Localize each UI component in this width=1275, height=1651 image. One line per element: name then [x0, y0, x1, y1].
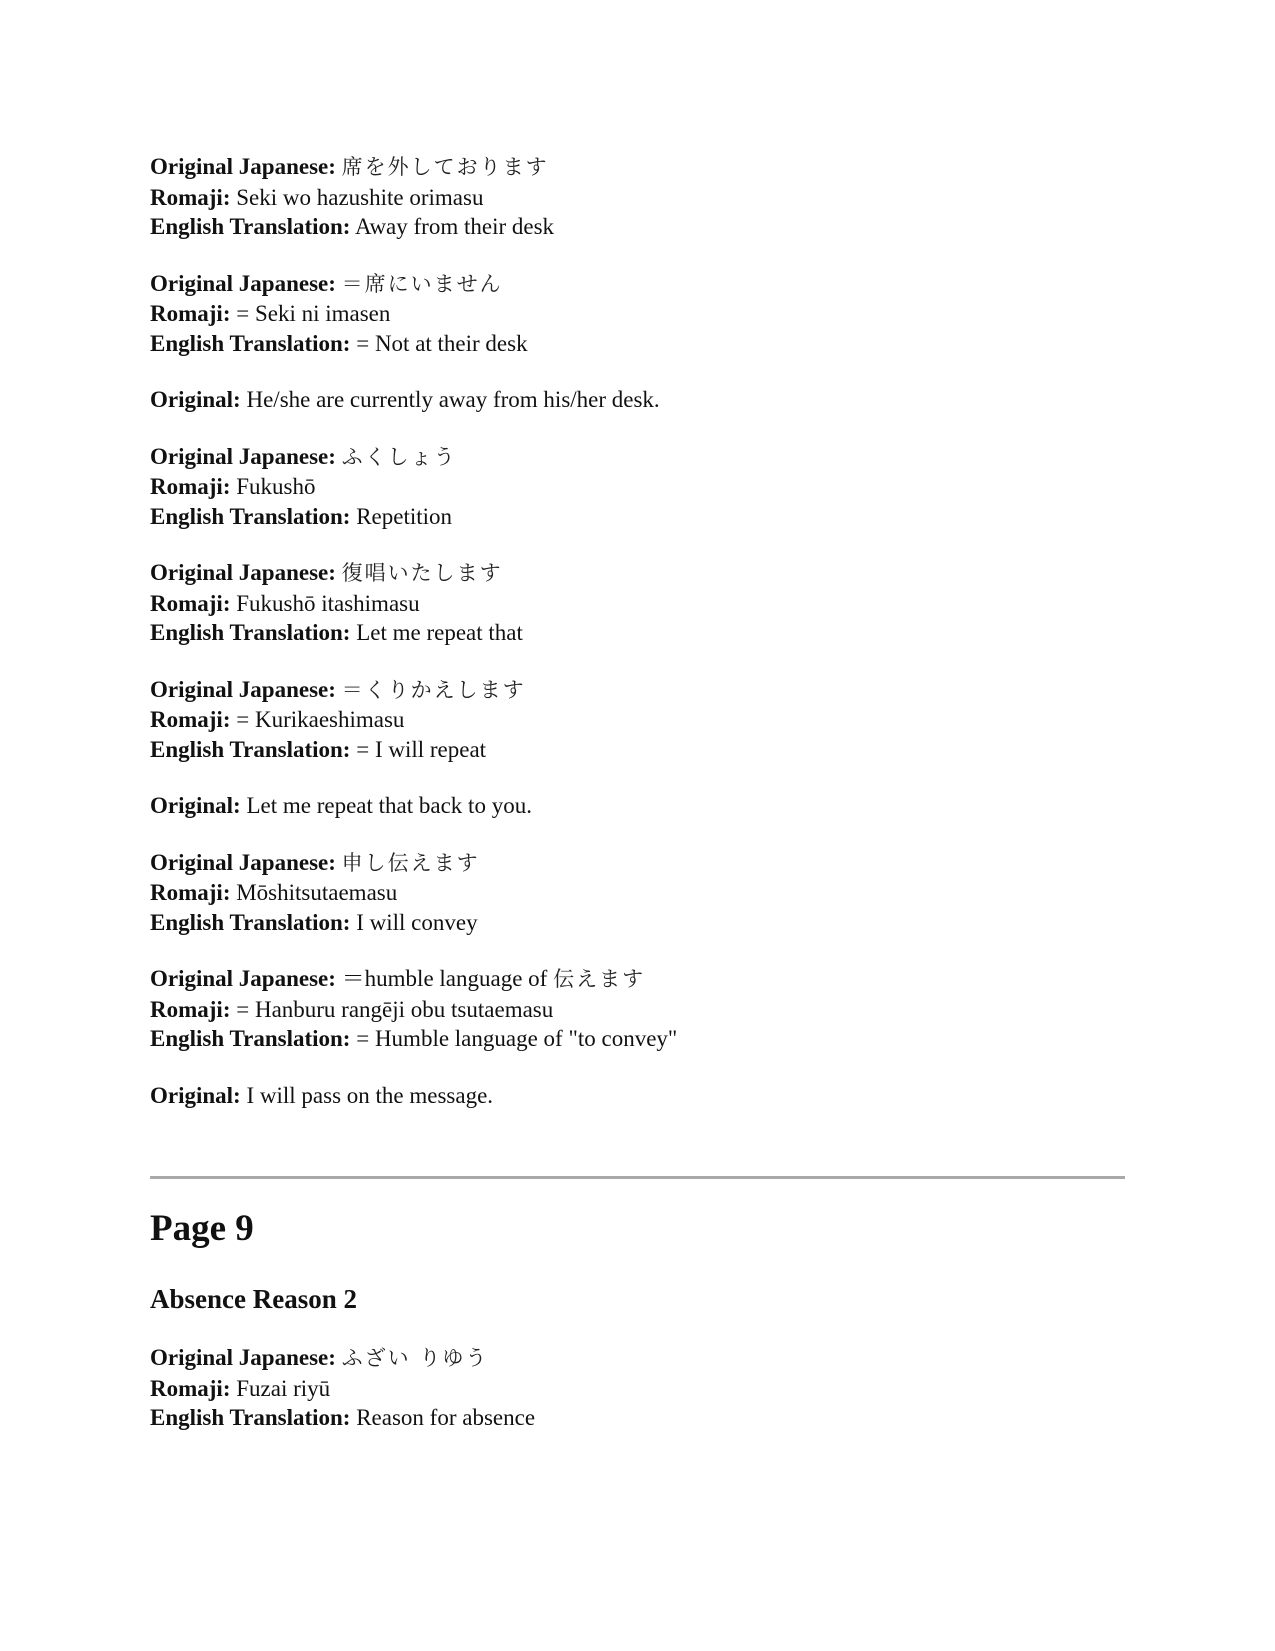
- english-label: English Translation:: [150, 909, 351, 935]
- romaji-text: = Kurikaeshimasu: [236, 707, 405, 732]
- japanese-label: Original Japanese:: [150, 1345, 336, 1370]
- romaji-line: [150, 878, 1130, 908]
- english-line: [150, 908, 1130, 938]
- romaji-line: [150, 589, 1130, 619]
- vocab-entry: [150, 964, 1130, 1054]
- english-text: Repetition: [356, 503, 453, 529]
- english-line: [150, 1403, 1130, 1433]
- japanese-label: Original Japanese:: [150, 443, 336, 469]
- vocab-entry: [150, 558, 1130, 648]
- english-text: = Not at their desk: [356, 330, 528, 356]
- english-text: = I will repeat: [356, 736, 487, 762]
- japanese-line: [150, 269, 1130, 300]
- romaji-line: [150, 705, 1130, 735]
- japanese-label: Original Japanese:: [150, 560, 336, 585]
- vocab-entry: [150, 269, 1130, 359]
- english-text: Reason for absence: [356, 1405, 536, 1430]
- japanese-text: ふざい りゆう: [341, 1346, 489, 1370]
- japanese-prefix-text: ＝humble language of: [341, 966, 554, 991]
- english-line: [150, 212, 1130, 242]
- romaji-text: Seki wo hazushite orimasu: [236, 184, 484, 210]
- romaji-text: Mōshitsutaemasu: [236, 880, 398, 905]
- romaji-text: = Seki ni imasen: [236, 301, 391, 326]
- english-label: English Translation:: [150, 503, 351, 529]
- japanese-line: [150, 442, 1130, 473]
- vocab-entry: [150, 675, 1130, 765]
- section-divider: [150, 1176, 1125, 1179]
- romaji-line: [150, 1374, 1130, 1404]
- japanese-label: Original Japanese:: [150, 966, 336, 991]
- japanese-text: ＝くりかえします: [341, 677, 526, 702]
- original-label: Original:: [150, 793, 241, 818]
- english-label: English Translation:: [150, 214, 351, 239]
- japanese-text: ふくしょう: [341, 444, 457, 469]
- romaji-text: Fuzai riyū: [236, 1375, 331, 1401]
- vocab-entry: [150, 442, 1130, 532]
- section-heading: Absence Reason 2: [150, 1284, 357, 1314]
- japanese-label: Original Japanese:: [150, 676, 336, 702]
- romaji-label: Romaji:: [150, 880, 231, 905]
- romaji-line: [150, 299, 1130, 329]
- romaji-line: [150, 183, 1130, 213]
- document-body: [150, 152, 1130, 1137]
- romaji-label: Romaji:: [150, 1375, 231, 1401]
- vocab-entry: [150, 1343, 1130, 1433]
- english-line: [150, 618, 1130, 648]
- english-line: [150, 735, 1130, 765]
- romaji-label: Romaji:: [150, 590, 231, 616]
- romaji-label: Romaji:: [150, 301, 231, 326]
- japanese-line: [150, 848, 1130, 879]
- romaji-label: Romaji:: [150, 707, 231, 732]
- english-label: English Translation:: [150, 1026, 351, 1051]
- romaji-label: Romaji:: [150, 996, 231, 1022]
- romaji-line: [150, 472, 1130, 502]
- japanese-text: 席を外しております: [341, 155, 549, 179]
- original-label: Original:: [150, 387, 241, 412]
- original-text: Let me repeat that back to you.: [246, 793, 532, 818]
- vocab-entry: [150, 152, 1130, 242]
- english-text: = Humble language of "to convey": [356, 1026, 678, 1051]
- japanese-label: Original Japanese:: [150, 849, 336, 875]
- romaji-text: Fukushō: [236, 474, 316, 499]
- english-text: Let me repeat that: [356, 620, 523, 645]
- page-heading: Page 9: [150, 1208, 254, 1249]
- original-text: He/she are currently away from his/her desk.: [246, 387, 660, 412]
- japanese-text: 申し伝えます: [341, 850, 480, 875]
- original-sentence: [150, 1081, 1130, 1111]
- vocab-entry: [150, 848, 1130, 938]
- japanese-text: 伝えます: [553, 967, 646, 991]
- original-sentence: [150, 385, 1130, 415]
- english-label: English Translation:: [150, 330, 351, 356]
- romaji-text: Fukushō itashimasu: [236, 590, 420, 616]
- japanese-line: [150, 675, 1130, 706]
- romaji-label: Romaji:: [150, 184, 231, 210]
- original-line: [150, 791, 1130, 821]
- original-text: I will pass on the message.: [246, 1082, 494, 1108]
- romaji-text: = Hanburu rangēji obu tsutaemasu: [236, 996, 554, 1022]
- japanese-text: 復唱いたします: [341, 561, 503, 585]
- romaji-line: [150, 995, 1130, 1025]
- original-label: Original:: [150, 1082, 241, 1108]
- original-line: [150, 1081, 1130, 1111]
- original-sentence: [150, 791, 1130, 821]
- japanese-label: Original Japanese:: [150, 270, 336, 296]
- japanese-line: [150, 964, 1130, 995]
- english-label: English Translation:: [150, 736, 351, 762]
- original-line: [150, 385, 1130, 415]
- japanese-line: [150, 558, 1130, 589]
- english-line: [150, 502, 1130, 532]
- english-text: I will convey: [356, 909, 478, 935]
- japanese-label: Original Japanese:: [150, 154, 336, 179]
- english-line: [150, 1024, 1130, 1054]
- japanese-line: [150, 1343, 1130, 1374]
- japanese-text: ＝席にいません: [341, 271, 503, 296]
- english-line: [150, 329, 1130, 359]
- english-text: Away from their desk: [354, 214, 555, 239]
- romaji-label: Romaji:: [150, 474, 231, 499]
- japanese-line: [150, 152, 1130, 183]
- english-label: English Translation:: [150, 620, 351, 645]
- english-label: English Translation:: [150, 1405, 351, 1430]
